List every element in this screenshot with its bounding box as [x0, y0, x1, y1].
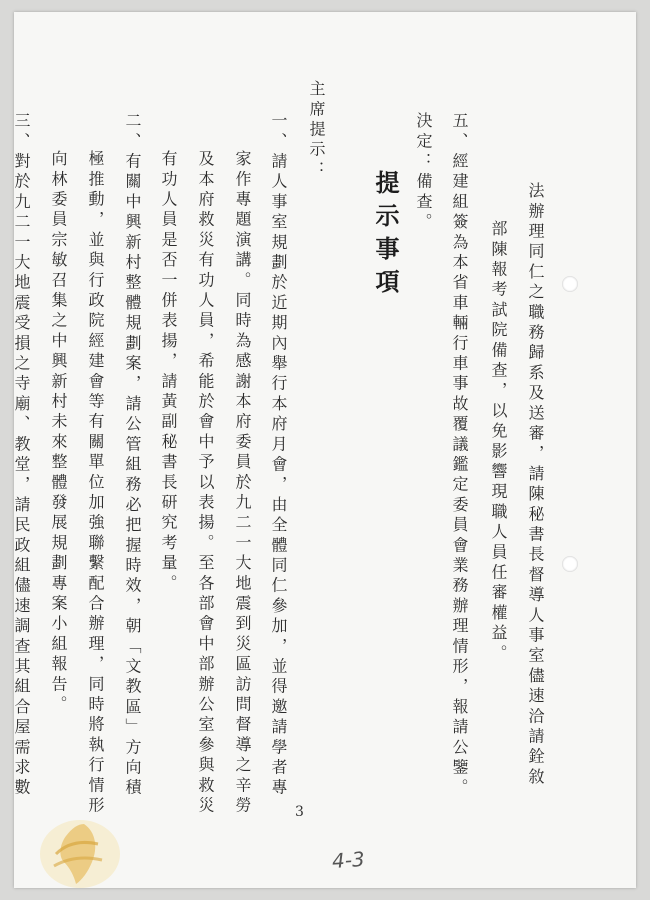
text-column-5: 主席提示：	[307, 80, 326, 181]
text-column-2: 部陳報考試院備查，以免影響現職人員任審權益。	[489, 220, 508, 665]
page-title: 提示事項	[371, 170, 400, 302]
page-number: 3	[295, 804, 304, 820]
text-column-1: 法辦理同仁之職務歸系及送審，請陳秘書長督導人事室儘速洽請銓敘	[526, 182, 545, 788]
text-column-10: 二、有關中興新村整體規劃案，請公管組務必把握時效，朝「文教區」方向積	[123, 112, 142, 799]
archive-logo-stamp	[36, 814, 124, 894]
binder-hole-bottom	[562, 556, 578, 572]
text-column-3: 五、經建組簽為本省車輛行車事故覆議鑑定委員會業務辦理情形，報請公鑒。	[450, 112, 469, 799]
text-column-4: 決定：備查。	[414, 112, 433, 234]
handwritten-page-note: 4-3	[331, 846, 366, 874]
text-column-6: 一、請人事室規劃於近期內舉行本府月會，由全體同仁參加，並得邀請學者專	[269, 112, 288, 799]
document-page	[14, 12, 636, 888]
text-column-12: 向林委員宗敏召集之中興新村未來整體發展規劃專案小組報告。	[49, 150, 68, 716]
text-column-8: 及本府救災有功人員，希能於會中予以表揚。至各部會中部辦公室參與救災	[196, 150, 215, 817]
text-column-11: 極推動，並與行政院經建會等有關單位加強聯繫配合辦理，同時將執行情形	[86, 150, 105, 817]
text-column-13: 三、對於九二一大地震受損之寺廟、教堂，請民政組儘速調查其組合屋需求數	[12, 112, 31, 799]
text-column-9: 有功人員是否一併表揚，請黃副秘書長研究考量。	[159, 150, 178, 595]
binder-hole-top	[562, 276, 578, 292]
text-column-7: 家作專題演講。同時為感謝本府委員於九二一大地震到災區訪問督導之辛勞	[233, 150, 252, 817]
